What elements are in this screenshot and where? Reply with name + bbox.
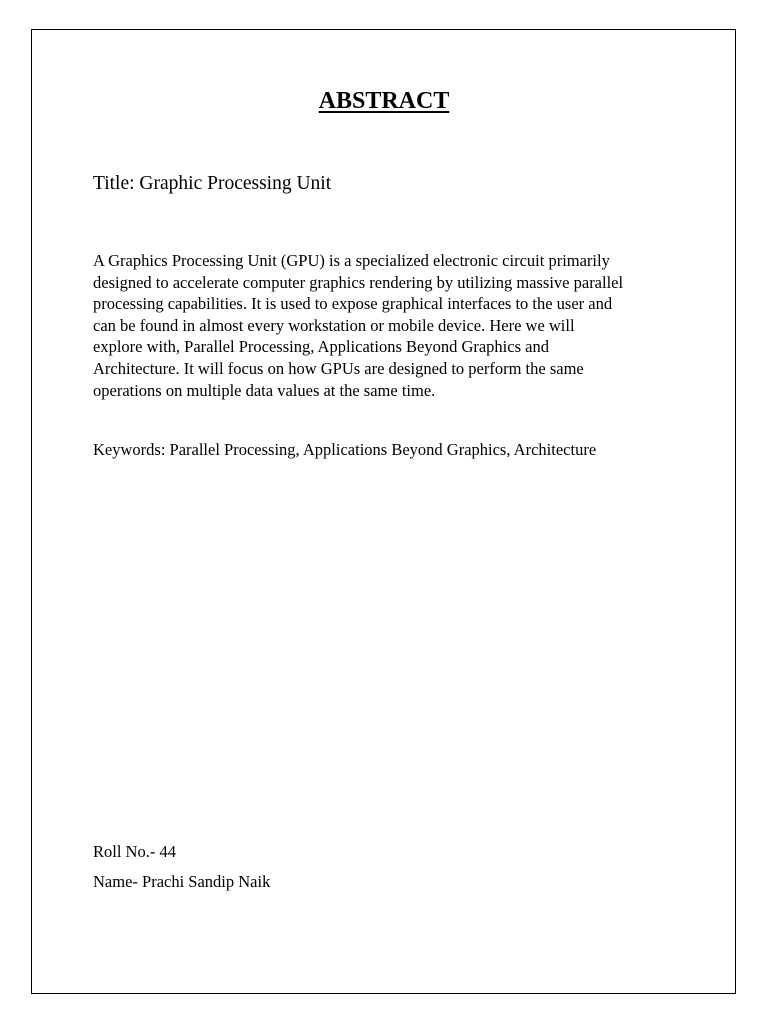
roll-number: Roll No.- 44: [93, 842, 176, 861]
abstract-line: processing capabilities. It is used to expose graphical interfaces to the user and: [93, 294, 613, 314]
abstract-line: designed to accelerate computer graphics rendering by utilizing massive parallel: [93, 272, 624, 292]
abstract-paragraph: [93, 250, 703, 401]
author-name: Name- Prachi Sandip Naik: [93, 872, 271, 891]
abstract-line: Architecture. It will focus on how GPUs are designed to perform the same: [93, 358, 584, 378]
keywords-line: Keywords: Parallel Processing, Applications Beyond Graphics, Architecture: [93, 440, 597, 459]
abstract-line: A Graphics Processing Unit (GPU) is a specialized electronic circuit primarily: [93, 251, 610, 270]
abstract-line: can be found in almost every workstation or mobile device. Here we will: [93, 315, 575, 335]
abstract-heading: ABSTRACT: [318, 88, 450, 114]
abstract-line: operations on multiple data values at the same time.: [93, 380, 436, 400]
abstract-line: explore with, Parallel Processing, Applications Beyond Graphics and: [93, 337, 549, 357]
document-title: Title: Graphic Processing Unit: [93, 173, 332, 194]
